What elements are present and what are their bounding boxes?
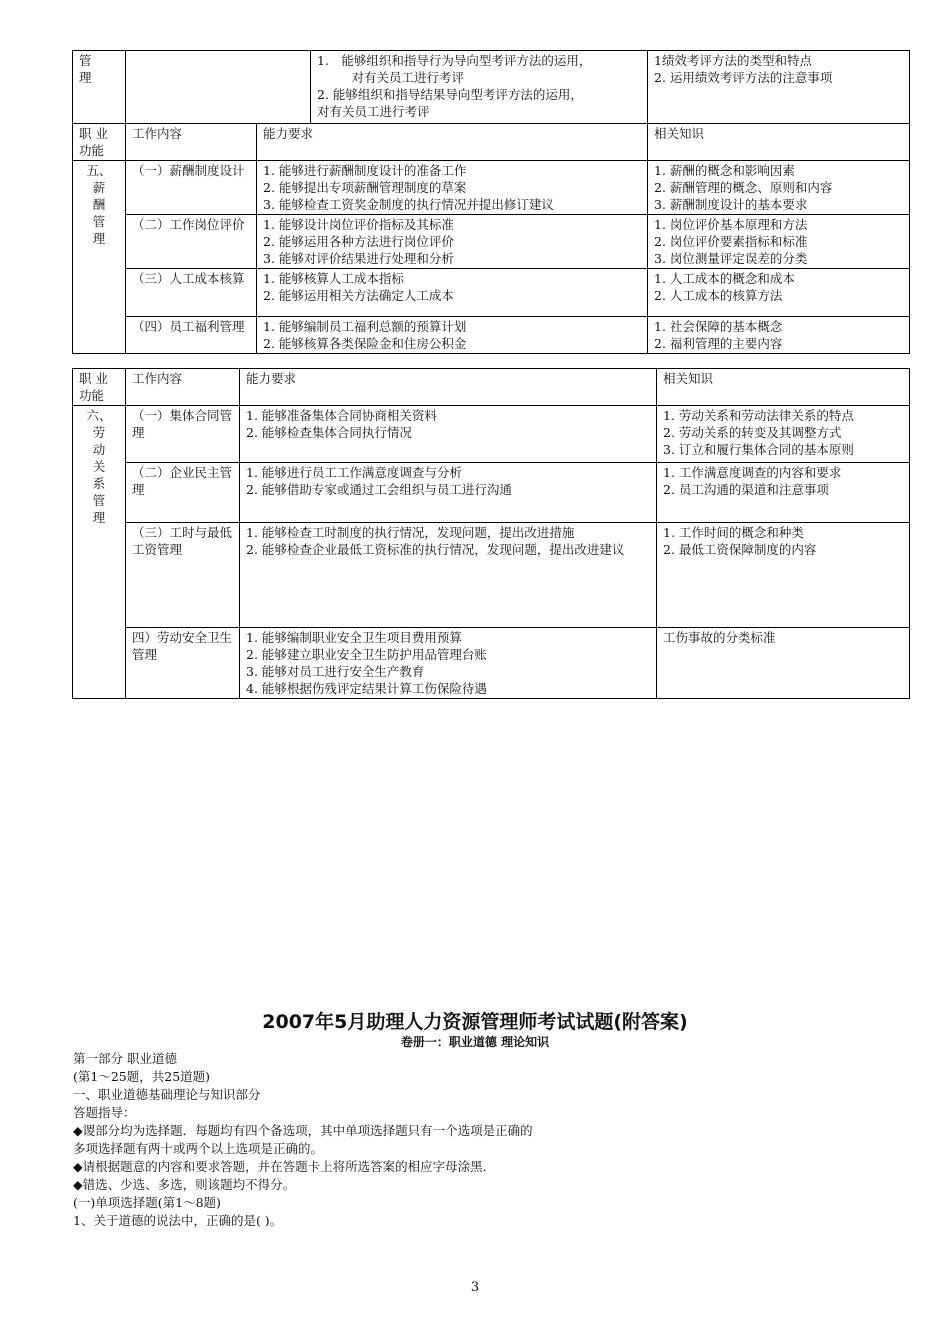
text-line: 1、关于道德的说法中，正确的是( )。 xyxy=(73,1213,283,1228)
text-line: 第一部分 职业道德 xyxy=(73,1051,177,1066)
work-content: （三）工时与最低工资管理 xyxy=(126,523,240,628)
text-line: 一、职业道德基础理论与知识部分 xyxy=(73,1087,261,1102)
section-label: 六、 劳 动 关 系 管 理 xyxy=(73,406,126,699)
table-row xyxy=(73,523,910,628)
work-content: （四）员工福利管理 xyxy=(126,317,257,354)
header-function: 职 业 功能 xyxy=(73,124,126,161)
knowledge-cell: 1. 人工成本的概念和成本 2. 人工成本的核算方法 xyxy=(648,269,910,317)
ability-cell: 1. 能够核算人工成本指标 2. 能够运用相关方法确定人工成本 xyxy=(257,269,648,317)
work-content: （一）薪酬制度设计 xyxy=(126,161,257,215)
work-content: （二）工作岗位评价 xyxy=(126,215,257,269)
header-ability: 能力要求 xyxy=(257,124,648,161)
text-line: ◆错选、少选、多选，则该题均不得分。 xyxy=(73,1177,296,1192)
knowledge-cell: 1. 工作时间的概念和种类 2. 最低工资保障制度的内容 xyxy=(657,523,910,628)
function-cell: 管 理 xyxy=(73,51,126,124)
ability-cell: 1. 能够进行薪酬制度设计的准备工作 2. 能够提出专项薪酬管理制度的草案 3. 能够检查工资奖金制度的执行情况并提出修订建议 xyxy=(257,161,648,215)
ability-cell: 1. 能够编制员工福利总额的预算计划 2. 能够核算各类保险金和住房公积金 xyxy=(257,317,648,354)
table-row xyxy=(73,628,910,699)
text-line: (第1～25题，共25道题) xyxy=(73,1069,211,1084)
exam-subtitle: 卷册一：职业道德 理论知识 xyxy=(400,1035,550,1049)
knowledge-cell: 1. 社会保障的基本概念 2. 福利管理的主要内容 xyxy=(648,317,910,354)
ability-cell: 1. 能够设计岗位评价指标及其标准 2. 能够运用各种方法进行岗位评价 3. 能够对评价结果进行处理和分析 xyxy=(257,215,648,269)
table-row xyxy=(73,215,910,269)
page-number: 3 xyxy=(470,1280,480,1295)
work-content: （三）人工成本核算 xyxy=(126,269,257,317)
knowledge-cell: 1. 薪酬的概念和影响因素 2. 薪酬管理的概念、原则和内容 3. 薪酬制度设计的基本要求 xyxy=(648,161,910,215)
knowledge-cell: 1绩效考评方法的类型和特点 2. 运用绩效考评方法的注意事项 xyxy=(648,51,910,124)
work-content: （一）集体合同管理 xyxy=(126,406,240,463)
table-row xyxy=(73,317,910,354)
text-line: 答题指导： xyxy=(73,1105,136,1120)
ability-cell: 1. 能够准备集体合同协商相关资料 2. 能够检查集体合同执行情况 xyxy=(240,406,657,463)
exam-title: 2007年5月助理人力资源管理师考试试题(附答案) xyxy=(262,1011,688,1033)
table-header-row xyxy=(73,124,910,161)
content-cell xyxy=(126,51,311,124)
salary-management-table xyxy=(72,50,910,354)
text-line: 多项选择题有两十或两个以上选项是正确的。 xyxy=(73,1141,324,1156)
header-content: 工作内容 xyxy=(126,124,257,161)
labor-relations-table xyxy=(72,368,910,699)
ability-cell: 1. 能够进行员工工作满意度调查与分析 2. 能够借助专家或通过工会组织与员工进行沟通 xyxy=(240,463,657,523)
ability-cell: 1. 能够检查工时制度的执行情况，发现问题，提出改进措施 2. 能够检查企业最低工资标准的执行情况，发现问题，提出改进建议 xyxy=(240,523,657,628)
table-header-row xyxy=(73,369,910,406)
knowledge-cell: 工伤事故的分类标准 xyxy=(657,628,910,699)
header-knowledge: 相关知识 xyxy=(657,369,910,406)
table-row xyxy=(73,161,910,215)
work-content: （二）企业民主管理 xyxy=(126,463,240,523)
header-ability: 能力要求 xyxy=(240,369,657,406)
ability-cell: 1. 能够编制职业安全卫生项目费用预算 2. 能够建立职业安全卫生防护用品管理台账 3. 能够对员工进行安全生产教育 4. 能够根据伤残评定结果计算工伤保险待遇 xyxy=(240,628,657,699)
text-line: ◆请根据题意的内容和要求答题，并在答题卡上将所选答案的相应字母涂黑． xyxy=(73,1159,496,1174)
table-row xyxy=(73,51,910,124)
work-content: 四）劳动安全卫生管理 xyxy=(126,628,240,699)
header-knowledge: 相关知识 xyxy=(648,124,910,161)
table-row xyxy=(73,269,910,317)
table-row xyxy=(73,406,910,463)
table-row xyxy=(73,463,910,523)
ability-cell: 1. 能够组织和指导行为导向型考评方法的运用， 对有关员工进行考评 2. 能够组织和指导结果导向型考评方法的运用， 对有关员工进行考评 xyxy=(311,51,648,124)
text-line: (一)单项选择题(第1～8题) xyxy=(73,1195,221,1210)
header-function: 职 业 功能 xyxy=(73,369,126,406)
knowledge-cell: 1. 岗位评价基本原理和方法 2. 岗位评价要素指标和标准 3. 岗位测量评定误差的分类 xyxy=(648,215,910,269)
knowledge-cell: 1. 工作满意度调查的内容和要求 2. 员工沟通的渠道和注意事项 xyxy=(657,463,910,523)
section-label: 五、 薪 酬 管 理 xyxy=(73,161,126,354)
exam-body xyxy=(73,1050,893,1230)
text-line: ◆谡部分均为选择题．每题均有四个备选项，其中单项选择题只有一个选项是正确的 xyxy=(73,1123,533,1138)
header-content: 工作内容 xyxy=(126,369,240,406)
knowledge-cell: 1. 劳动关系和劳动法律关系的特点 2. 劳动关系的转变及其调整方式 3. 订立和履行集体合同的基本原则 xyxy=(657,406,910,463)
